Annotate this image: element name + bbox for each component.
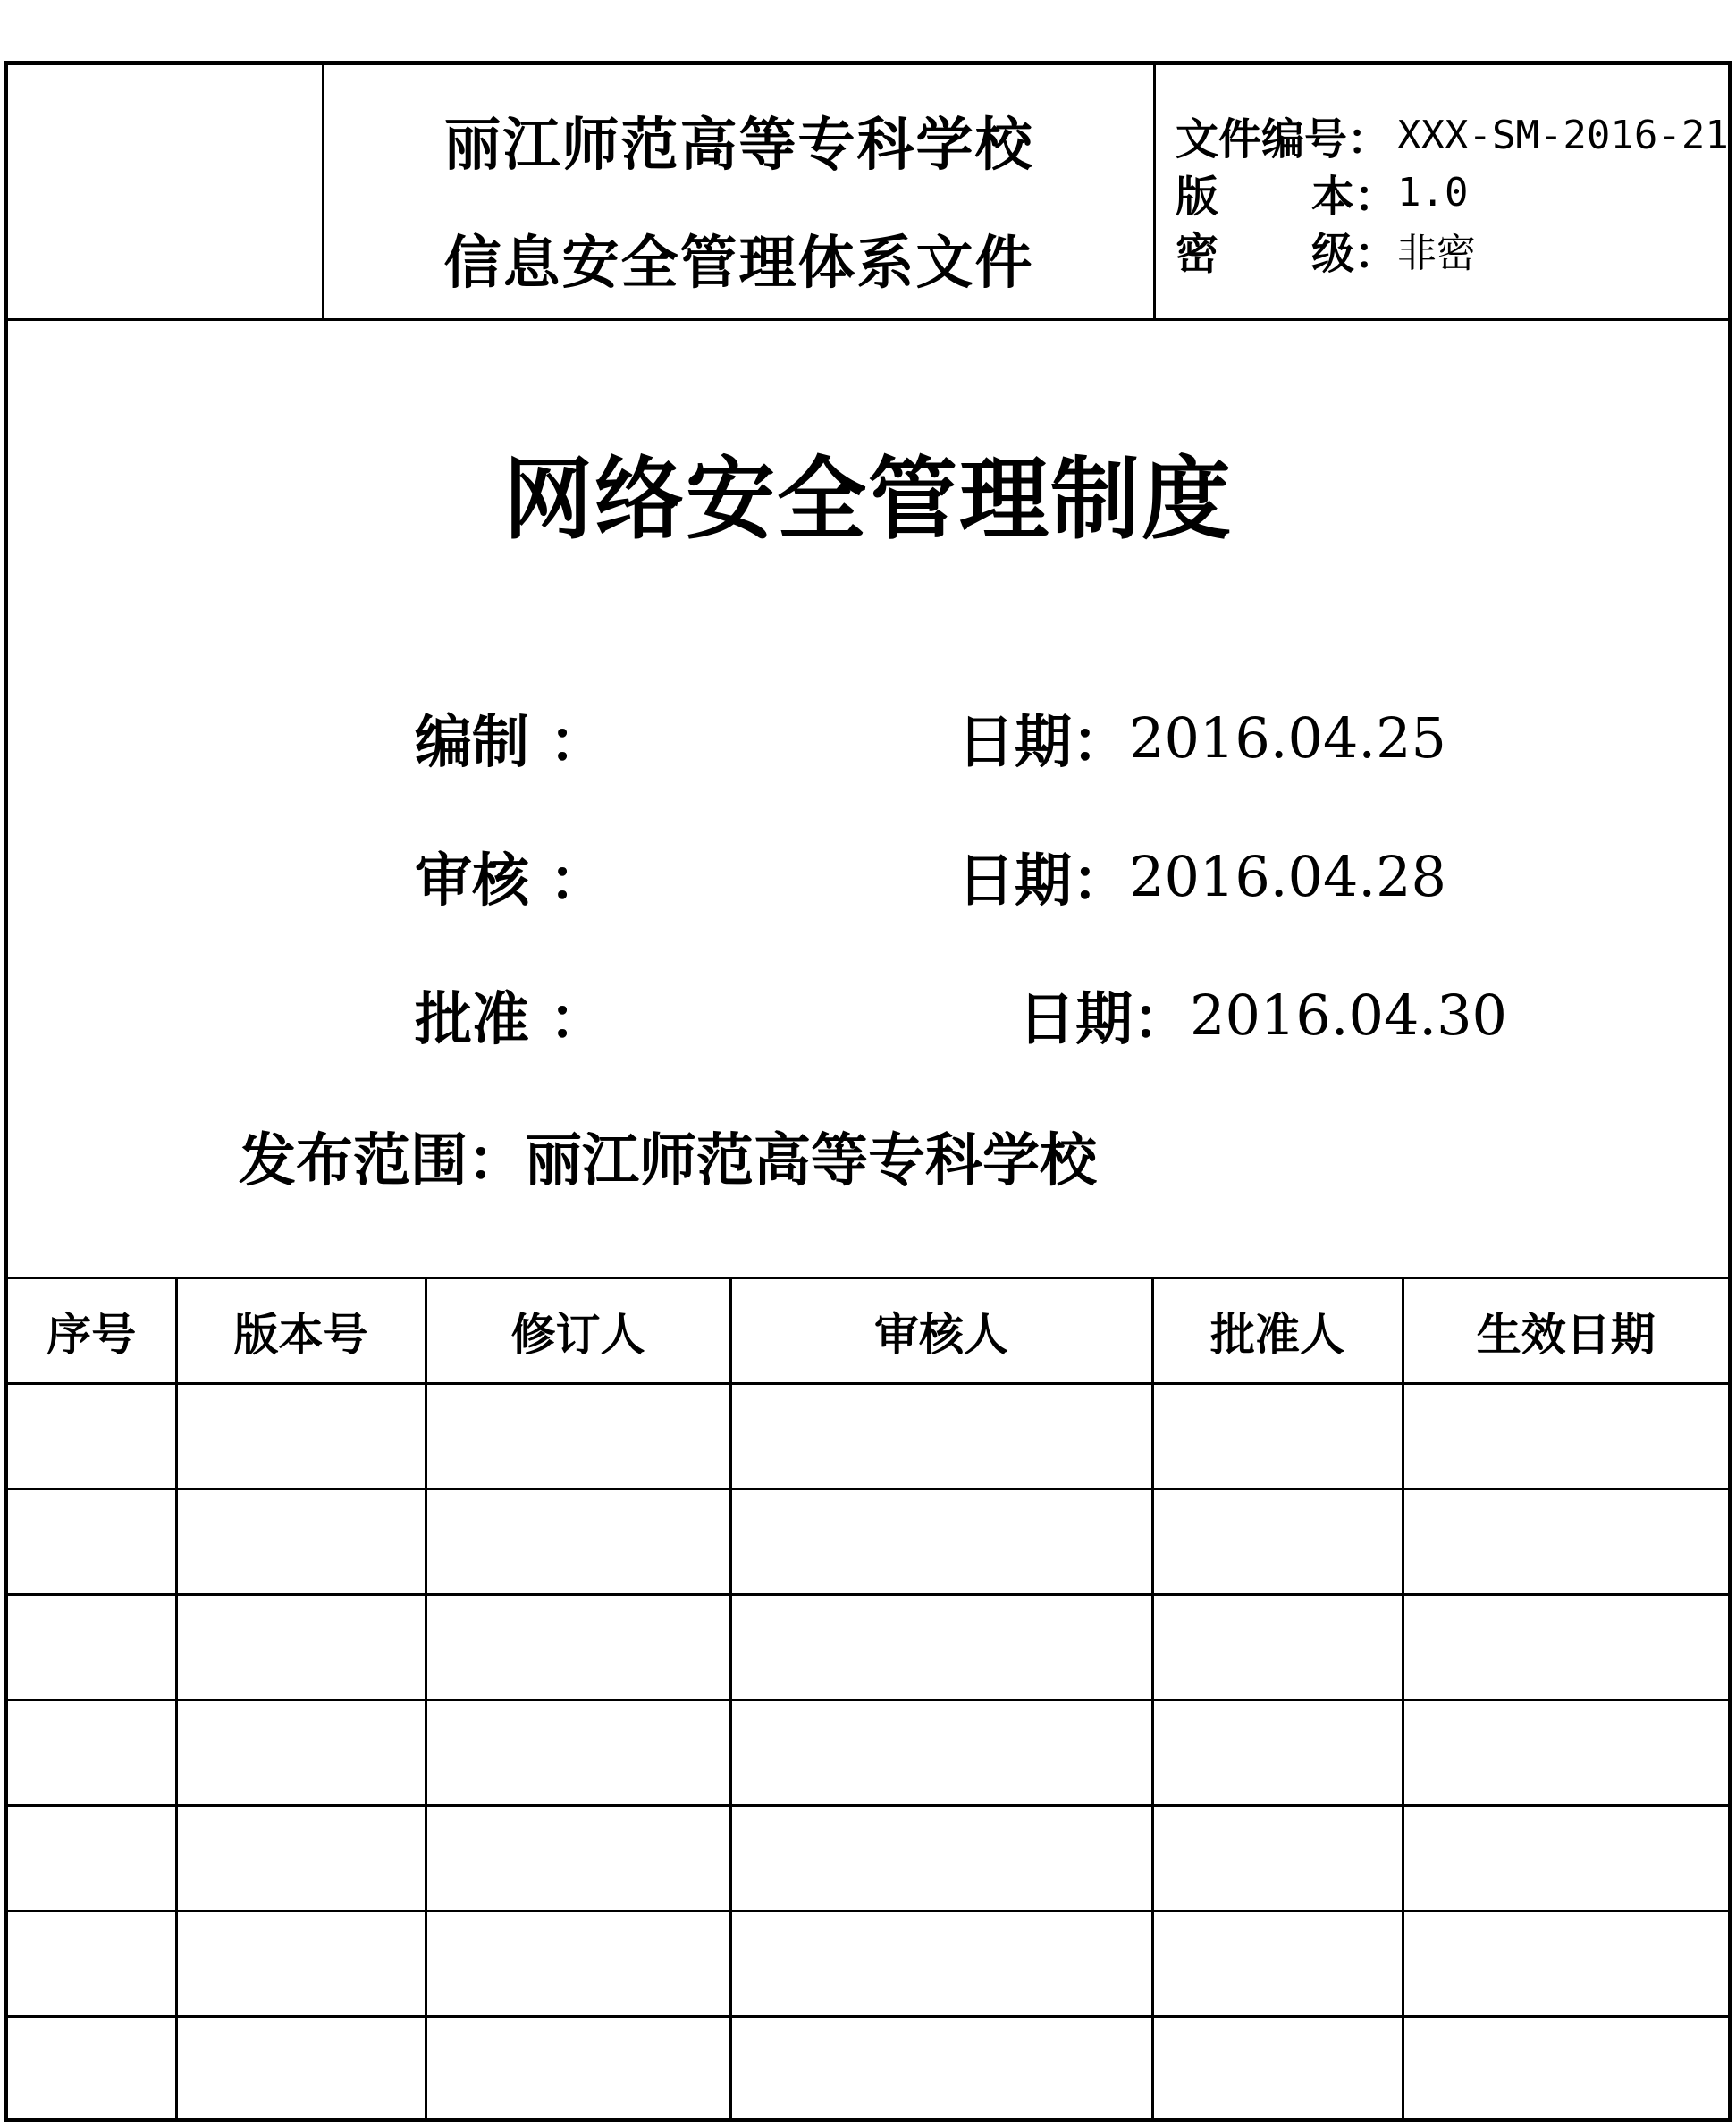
table-cell	[1403, 1911, 1728, 2017]
table-cell	[426, 1806, 730, 1911]
signoff-approved-label-row	[415, 974, 606, 1055]
column-header-seq: 序号	[8, 1278, 176, 1384]
signoff-compiled-date-row	[957, 697, 1446, 778]
table-row	[8, 1595, 1728, 1700]
column-header-effective-date: 生效日期	[1403, 1278, 1728, 1384]
signoff-label: 编制 ：	[415, 709, 607, 776]
document-system-name: 信息安全管理体系文件	[443, 230, 1034, 297]
table-cell	[176, 1911, 426, 2017]
organization-cell	[324, 65, 1156, 318]
table-cell	[1152, 1806, 1403, 1911]
column-header-approver: 批准人	[1152, 1278, 1403, 1384]
signoff-reviewed-label-row	[415, 836, 606, 916]
table-cell	[1152, 1911, 1403, 2017]
table-cell	[1152, 1595, 1403, 1700]
table-row	[8, 1911, 1728, 2017]
meta-label-part: 版	[1176, 171, 1219, 222]
meta-label-part: 密	[1176, 228, 1219, 279]
signoff-date-label: 日期：	[957, 709, 1129, 776]
table-cell	[426, 2017, 730, 2122]
table-cell	[8, 1806, 176, 1911]
meta-label	[1176, 162, 1397, 224]
table-cell	[1403, 1806, 1728, 1911]
table-row	[8, 1489, 1728, 1595]
document-frame	[4, 61, 1732, 2122]
table-cell	[426, 1595, 730, 1700]
distribution-scope	[239, 1116, 1097, 1196]
signoff-date-label: 日期：	[1018, 986, 1190, 1053]
table-cell	[730, 1595, 1152, 1700]
table-cell	[1403, 1595, 1728, 1700]
table-row	[8, 1700, 1728, 1806]
table-cell	[8, 1489, 176, 1595]
table-cell	[1403, 2017, 1728, 2122]
table-cell	[1403, 1384, 1728, 1489]
table-cell	[176, 1806, 426, 1911]
signoff-compiled-label-row	[415, 697, 606, 778]
table-cell	[730, 1806, 1152, 1911]
table-row	[8, 1384, 1728, 1489]
table-cell	[1152, 1700, 1403, 1806]
table-cell	[1403, 1489, 1728, 1595]
meta-value: 非密	[1397, 231, 1476, 276]
signoff-date: 2016.04.28	[1129, 843, 1446, 909]
column-header-version: 版本号	[176, 1278, 426, 1384]
table-cell	[730, 1384, 1152, 1489]
organization-name: 丽江师范高等专科学校	[443, 112, 1034, 179]
meta-label-part: 级：	[1310, 228, 1397, 279]
table-cell	[730, 1911, 1152, 2017]
table-cell	[426, 1489, 730, 1595]
meta-label: 文件编号：	[1176, 114, 1391, 165]
meta-label	[1176, 219, 1397, 281]
meta-value: XXX-SM-2016-21	[1397, 112, 1729, 158]
table-cell	[176, 1489, 426, 1595]
table-row	[8, 1806, 1728, 1911]
meta-value: 1.0	[1397, 169, 1469, 215]
table-header-row	[8, 1278, 1728, 1384]
signoff-date-label: 日期：	[957, 848, 1129, 915]
table-cell	[1152, 1384, 1403, 1489]
table-cell	[730, 1700, 1152, 1806]
scope-value: 丽江师范高等专科学校	[525, 1127, 1097, 1194]
table-cell	[426, 1700, 730, 1806]
table-cell	[8, 2017, 176, 2122]
table-cell	[8, 1595, 176, 1700]
meta-label-part: 本：	[1310, 171, 1397, 222]
meta-version	[1176, 165, 1469, 222]
table-cell	[176, 1595, 426, 1700]
column-header-reviewer: 审核人	[730, 1278, 1152, 1384]
logo-cell	[8, 65, 324, 318]
table-cell	[1152, 2017, 1403, 2122]
table-cell	[8, 1911, 176, 2017]
signoff-label: 审核 ：	[415, 848, 607, 915]
scope-label: 发布范围：	[239, 1127, 525, 1194]
table-cell	[176, 1700, 426, 1806]
table-cell	[176, 1384, 426, 1489]
meta-classification	[1176, 223, 1476, 279]
revision-history-table	[8, 1277, 1728, 2122]
table-cell	[1152, 1489, 1403, 1595]
table-cell	[730, 2017, 1152, 2122]
signoff-date: 2016.04.25	[1129, 704, 1446, 771]
signoff-approved-date-row	[1018, 974, 1507, 1055]
table-cell	[426, 1911, 730, 2017]
document-header	[8, 65, 1728, 321]
document-title: 网络安全管理制度	[503, 446, 1233, 552]
column-header-reviser: 修订人	[426, 1278, 730, 1384]
table-cell	[1403, 1700, 1728, 1806]
table-cell	[426, 1384, 730, 1489]
table-cell	[8, 1384, 176, 1489]
document-meta-cell	[1156, 65, 1728, 318]
signoff-reviewed-date-row	[957, 836, 1446, 916]
table-cell	[8, 1700, 176, 1806]
table-row	[8, 2017, 1728, 2122]
meta-document-number	[1176, 108, 1729, 165]
table-cell	[730, 1489, 1152, 1595]
signoff-date: 2016.04.30	[1190, 982, 1507, 1048]
table-cell	[176, 2017, 426, 2122]
signoff-label: 批准 ：	[415, 986, 607, 1053]
